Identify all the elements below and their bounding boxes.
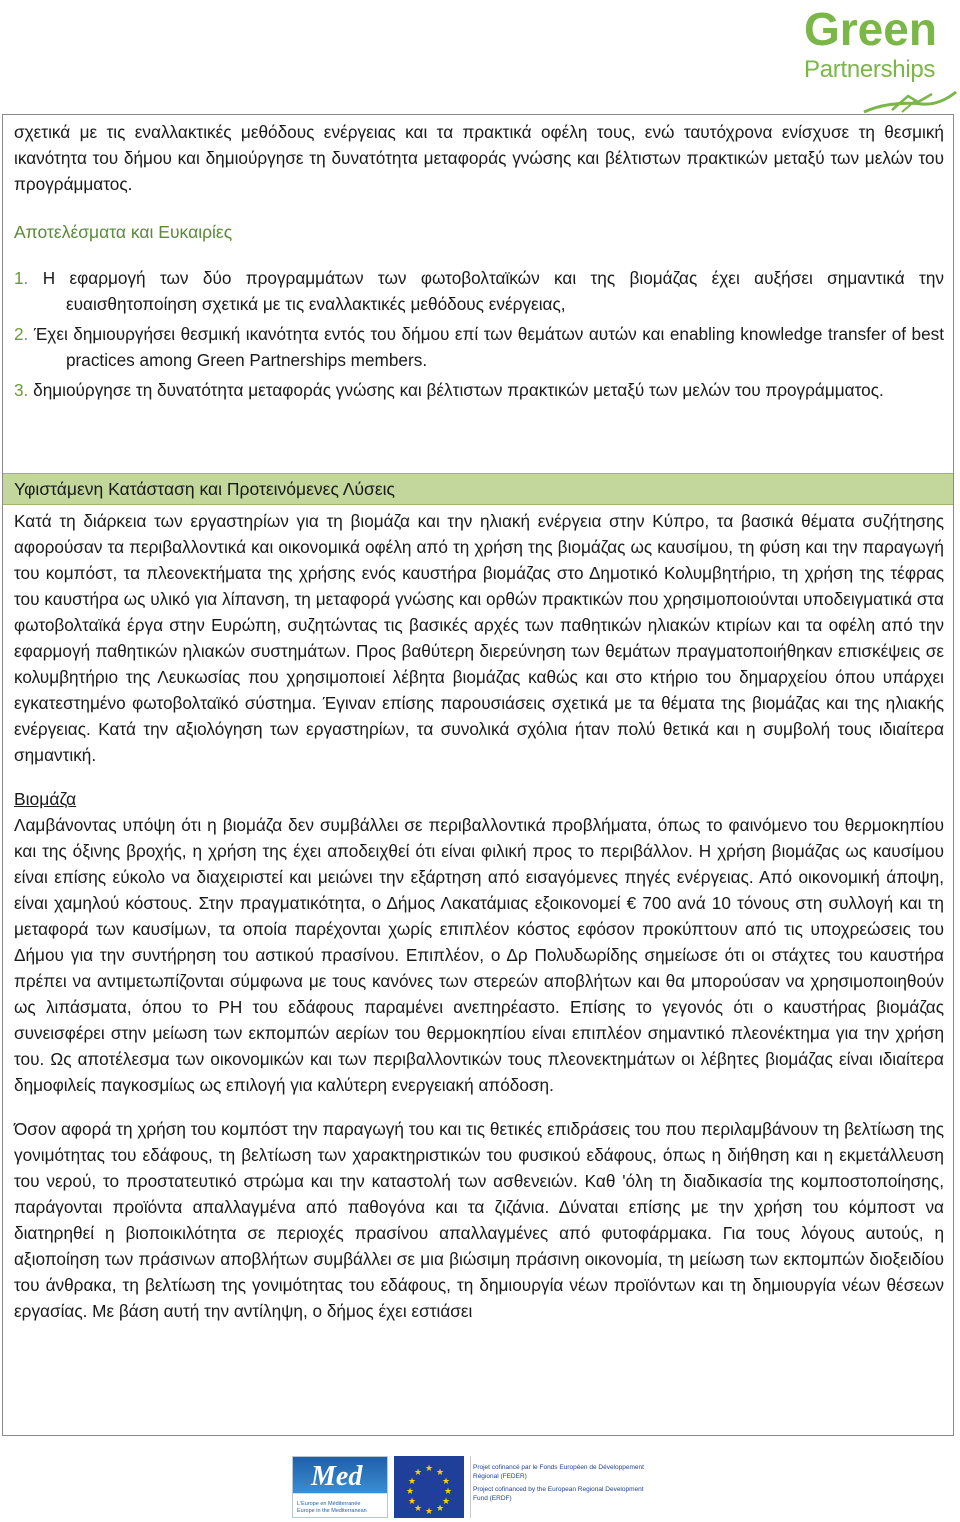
erdf-text-fr: Projet cofinancé par le Fonds Européen de Développement Régional (FEDER)	[473, 1464, 644, 1480]
list-text: Έχει δημιουργήσει θεσμική ικανότητα εντός του δήμου επί των θεμάτων αυτών και enabling knowledge transfer of best practices among Green Partnerships members.	[33, 324, 944, 370]
intro-paragraph: σχετικά με τις εναλλακτικές μεθόδους ενέργειας και τα πρακτικά οφέλη τους, ενώ ταυτόχρονα ενίσχυσε τη θεσμική ικανότητα του δήμου και δημιούργησε τη δυνατότητα μεταφοράς γνώσης και βέλτιστων πρακτικών μεταξύ των μελών του προγράμματος.	[14, 122, 944, 194]
situation-paragraph: Κατά τη διάρκεια των εργαστηρίων για τη βιομάζα και την ηλιακή ενέργεια στην Κύπρο, τα βασικά θέματα συζήτησης αφορούσαν τα περιβαλλοντικά και οικονομικά οφέλη από τη χρήση της βιομάζας ως καυσίμου, τη φύση και την παραγωγή του κομπόστ, τα πλεονεκτήματα της χρήσης ενός καυστήρα βιομάζας στο Δημοτικό Κολυμβητήριο, τη χρήση της τέφρας του καυστήρα ως υλικό για λίπανση, τη μεταφορά γνώσης και ορθών πρακτικών που χρησιμοποιούνται υποδειγματικά στα φωτοβολταϊκά έργα στην Ευρώπη, συζητώντας τις βασικές αρχές των παθητικών ηλιακών κτιρίων και τα οφέλη από την εφαρμογή παθητικών ηλιακών συστημάτων. Προς βαθύτερη διερεύνηση των θεμάτων πραγματοποιήθηκαν επισκέψεις σε κολυμβητήριο της Λευκωσίας που χρησιμοποιεί λέβητα βιομάζας καθώς και στο κτήριο του δημαρχείου όπου υπάρχει εγκατεστημένο φωτοβολταϊκό σύστημα. Έγιναν επίσης παρουσιάσεις σχετικά με τα θέματα της βιομάζας και της ηλιακής ενέργειας. Κατά την αξιολόγηση των εργαστηρίων, τα συνολικά σχόλια ήταν πολύ θετικά και η συμβολή τους ιδιαίτερα σημαντική.	[14, 511, 944, 765]
lower-section	[14, 508, 944, 1324]
logo-word-green: Green	[804, 3, 937, 55]
upper-section	[14, 119, 944, 407]
green-partnerships-logo	[802, 4, 958, 116]
list-text: δημιούργησε τη δυνατότητα μεταφοράς γνώσης και βέλτιστων πρακτικών μεταξύ των μελών του προγράμματος.	[33, 380, 884, 400]
med-subtitle-en: Europe in the Mediterranean	[297, 1507, 367, 1514]
situation-title: Υφιστάμενη Κατάσταση και Προτεινόμενες Λύσεις	[14, 479, 395, 499]
list-number: 3.	[14, 380, 29, 400]
results-title: Αποτελέσματα και Ευκαιρίες	[14, 222, 233, 242]
list-number: 1.	[14, 268, 29, 288]
biomass-paragraph: Λαμβάνοντας υπόψη ότι η βιομάζα δεν συμβάλλει σε περιβαλλοντικά προβλήματα, όπως το φαινόμενο του θερμοκηπίου και της όξινης βροχής, η χρήση της έχει αποδειχθεί ότι είναι φιλική προς το περιβάλλον. Η χρήση βιομάζας ως καυσίμου είναι επίσης εύκολο να διαχειριστεί και μειώνει την εξάρτηση από εισαγόμενες πηγές ενέργειας. Από οικονομική άποψη, είναι χαμηλού κόστους. Στην πραγματικότητα, ο Δήμος Λακατάμιας εξοικονομεί € 700 ανά 10 τόνους στη συλλογή και τη μεταφορά των καυσίμων, τα οποία παρέχονται χωρίς επιπλέον κόστος εφόσον προκύπτουν από τις υποχρεώσεις του Δήμου για την συντήρηση του αστικού πρασίνου. Επιπλέον, ο Δρ Πολυδωρίδης σημείωσε ότι οι στάχτες του καυστήρα πρέπει να αντιμετωπίζονται σύμφωνα με τους κανόνες των στερεών αποβλήτων και θα μπορούσαν να χρησιμοποιηθούν ως λιπάσματα, όπου το PH του εδάφους παραμένει ανεπηρέαστο. Επίσης το γεγονός ότι ο καυστήρας βιομάζας συνεισφέρει στην μείωση των εκπομπών αερίων του θερμοκηπίου είναι επιπλέον σημαντικό πλεονέκτημα για την χρήση του. Ως αποτέλεσμα των οικονομικών και των περιβαλλοντικών τους πλεονεκτημάτων οι λέβητες βιομάζας είναι ιδιαίτερα δημοφιλείς παγκοσμίως ως επιλογή για καλύτερη ενεργειακή απόδοση.	[14, 815, 944, 1095]
med-logo-text: Med	[311, 1461, 363, 1492]
erdf-text-en: Project cofinanced by the European Regional Development Fund (ERDF)	[473, 1486, 644, 1502]
med-subtitle-fr: L'Europe en Méditerranée	[297, 1501, 361, 1507]
list-text: Η εφαρμογή των δύο προγραμμάτων των φωτοβολταϊκών και της βιομάζας έχει αυξήσει σημαντικά την ευαισθητοποίηση σχετικά με τις εναλλακτικές μεθόδους ενέργειας,	[42, 268, 944, 314]
situation-header-band	[3, 473, 953, 505]
content-frame	[2, 114, 954, 1436]
compost-paragraph: Όσον αφορά τη χρήση του κομπόστ την παραγωγή του και τις θετικές επιδράσεις του που περιλαμβάνουν τη βελτίωση της γονιμότητας του εδάφους, τη βελτίωση των χαρακτηριστικών του φυσικού εδάφους, όπως η διήθηση και η εκμετάλλευση του νερού, το προστατευτικό στρώμα και την καταστολή των ασθενειών. Καθ 'όλη τη διαδικασία της κομποστοποίησης, παράγονται προϊόντα απαλλαγμένα από παθογόνα και τα ζιζάνια. Δύναται επίσης με την χρήση του κόμποστ να διατηρηθεί η βιοποικιλότητα σε περιοχές πρασίνου απαλλαγμένες από φυτοφάρμακα. Για τους λόγους αυτούς, η αξιοποίηση των πράσινων αποβλήτων συμβάλλει σε μια βιώσιμη πράσινη οικονομία, τη μείωση των εκπομπών διοξειδίου του άνθρακα, τη βελτίωση της γονιμότητας του εδάφους, τη δημιουργία νέων προϊόντων και τη δημιουργία νέων θέσεων εργασίας. Με βάση αυτή την αντίληψη, ο δήμος έχει εστιάσει	[14, 1119, 944, 1321]
med-programme-logo	[292, 1456, 388, 1518]
list-item	[14, 321, 944, 373]
biomass-title: Βιομάζα	[14, 789, 77, 809]
list-number: 2.	[14, 324, 29, 344]
results-list	[14, 265, 944, 403]
logo-word-partnerships: Partnerships	[804, 56, 936, 83]
eu-flag-icon: ★ ★ ★ ★ ★ ★ ★ ★ ★ ★ ★ ★	[394, 1456, 464, 1518]
erdf-cofinance-text	[470, 1456, 662, 1518]
handshake-icon	[862, 86, 958, 116]
list-item	[14, 377, 944, 403]
footer-logos	[292, 1456, 662, 1518]
list-item	[14, 265, 944, 317]
